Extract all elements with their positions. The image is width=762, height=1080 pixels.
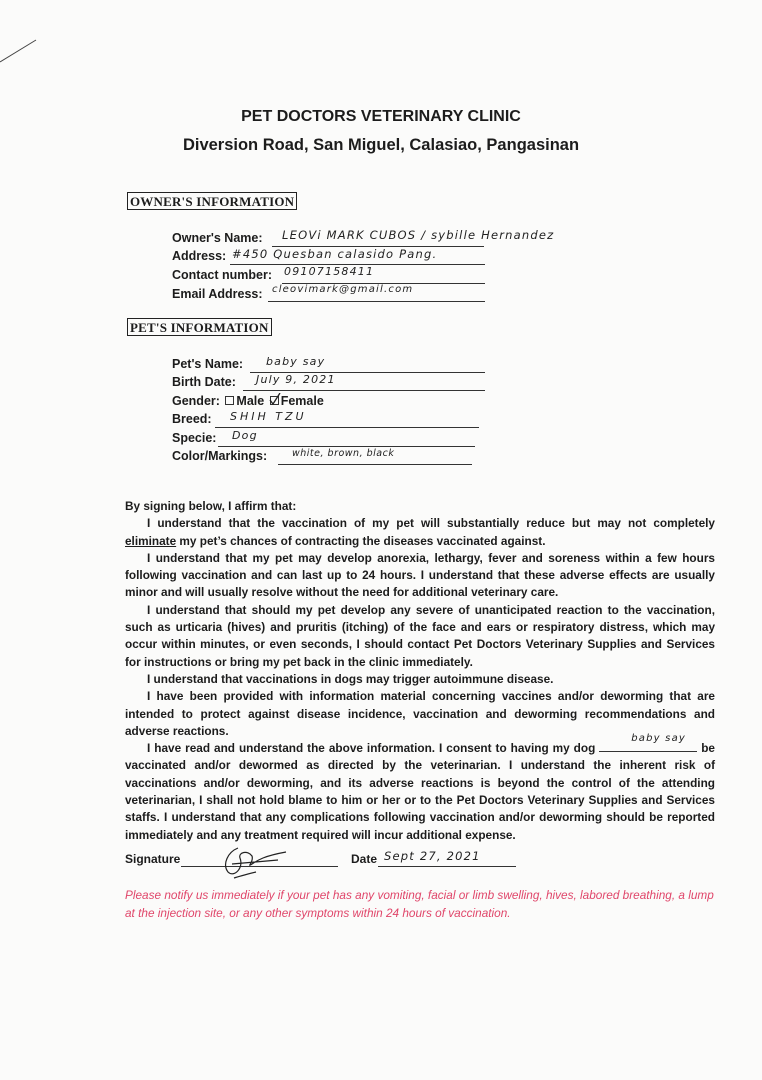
agreement-p1: I understand that the vaccination of my pet will substantially reduce but may not completely eliminate my pet’s chances of contracting the diseases vaccinated against. <box>125 516 715 548</box>
date-label: Date <box>351 852 378 866</box>
owner-name-label: Owner's Name: <box>172 231 263 245</box>
color-label: Color/Markings: <box>172 449 268 463</box>
signature-scribble <box>208 842 298 882</box>
specie-label: Specie: <box>172 431 217 445</box>
clinic-name: PET DOCTORS VETERINARY CLINIC <box>241 108 521 125</box>
agreement-text <box>125 498 715 844</box>
breed-line <box>215 427 479 428</box>
owner-section-title: OWNER'S INFORMATION <box>127 192 297 210</box>
contact-label: Contact number: <box>172 268 272 282</box>
email-line <box>268 301 485 302</box>
breed-label: Breed: <box>172 412 212 426</box>
contact-value: 09107158411 <box>284 265 375 278</box>
gender-male-label: Male <box>236 394 265 408</box>
agreement-p4: I understand that vaccinations in dogs may trigger autoimmune disease. <box>147 671 554 686</box>
signature-label: Signature <box>125 852 181 866</box>
pet-section-title: PET'S INFORMATION <box>127 318 272 336</box>
birth-date-label: Birth Date: <box>172 375 236 389</box>
agreement-p2: I understand that my pet may develop anorexia, lethargy, fever and soreness within a few hours following vaccination and can last up to 24 hours. I understand that these adverse effects are usually minor and will usually resolve without the need for additional veterinary care. <box>125 550 715 600</box>
check-mark-icon <box>269 393 281 405</box>
dog-name-blank <box>599 733 697 752</box>
gender-label: Gender: <box>172 394 220 408</box>
date-line <box>378 866 516 867</box>
specie-value: Dog <box>232 429 258 442</box>
date-value: Sept 27, 2021 <box>384 849 481 863</box>
female-checkbox[interactable] <box>270 396 279 405</box>
gender-female-label: Female <box>280 394 324 408</box>
specie-line <box>218 446 475 447</box>
male-checkbox[interactable] <box>225 396 234 405</box>
notice-text: Please notify us immediately if your pet has any vomiting, facial or limb swelling, hives, labored breathing, a lump at the injection site, or any other symptoms within 24 hours of vaccination. <box>125 888 714 920</box>
agreement-p3: I understand that should my pet develop any severe of unanticipated reaction to the vaccination, such as urticaria (hives) and pruritis (itching) of the face and ears or respiratory distress, which may occur within minutes, or even seconds, I should contact Pet Doctors Veterinary Supplies and Services for instructions or bring my pet back in the clinic immediately. <box>125 602 715 669</box>
address-value: #450 Quesban calasido Pang. <box>232 247 438 261</box>
color-line <box>278 464 472 465</box>
birth-date-line <box>243 390 485 391</box>
dog-name-value: baby say <box>631 733 687 745</box>
email-label: Email Address: <box>172 287 263 301</box>
birth-date-value: July 9, 2021 <box>256 373 336 386</box>
corner-mark <box>0 38 40 78</box>
color-value: white, brown, black <box>292 448 395 459</box>
address-label: Address: <box>172 249 227 263</box>
gender-row <box>172 394 324 408</box>
agreement-p5: I have been provided with information material concerning vaccines and/or deworming that are intended to protect against disease incidence, vaccination and deworming recommendations and adverse reactions. <box>125 689 715 738</box>
agreement-intro: By signing below, I affirm that: <box>125 499 297 513</box>
clinic-address: Diversion Road, San Miguel, Calasiao, Pangasinan <box>182 136 580 154</box>
breed-value: SHIH TZU <box>230 410 307 423</box>
agreement-p6: I have read and understand the above information. I consent to having my dog baby say be vaccinated and/or dewormed as directed by the veterinarian. I understand the inherent risk of vaccinations and/or deworming, and its adverse reactions is beyond the control of the attending veterinarian, I shall not hold blame to him or her or to the Pet Doctors Veterinary Supplies and Services staffs. I understand that any complications following vaccination and/or deworming should be reported immediately and any treatment required will incur additional expense. <box>125 740 715 844</box>
pet-name-label: Pet's Name: <box>172 357 244 371</box>
email-value: cleovimark@gmail.com <box>272 284 414 295</box>
owner-name-value: LEOVi MARK CUBOS / sybille Hernandez <box>282 228 555 242</box>
pet-name-value: baby say <box>266 355 326 368</box>
